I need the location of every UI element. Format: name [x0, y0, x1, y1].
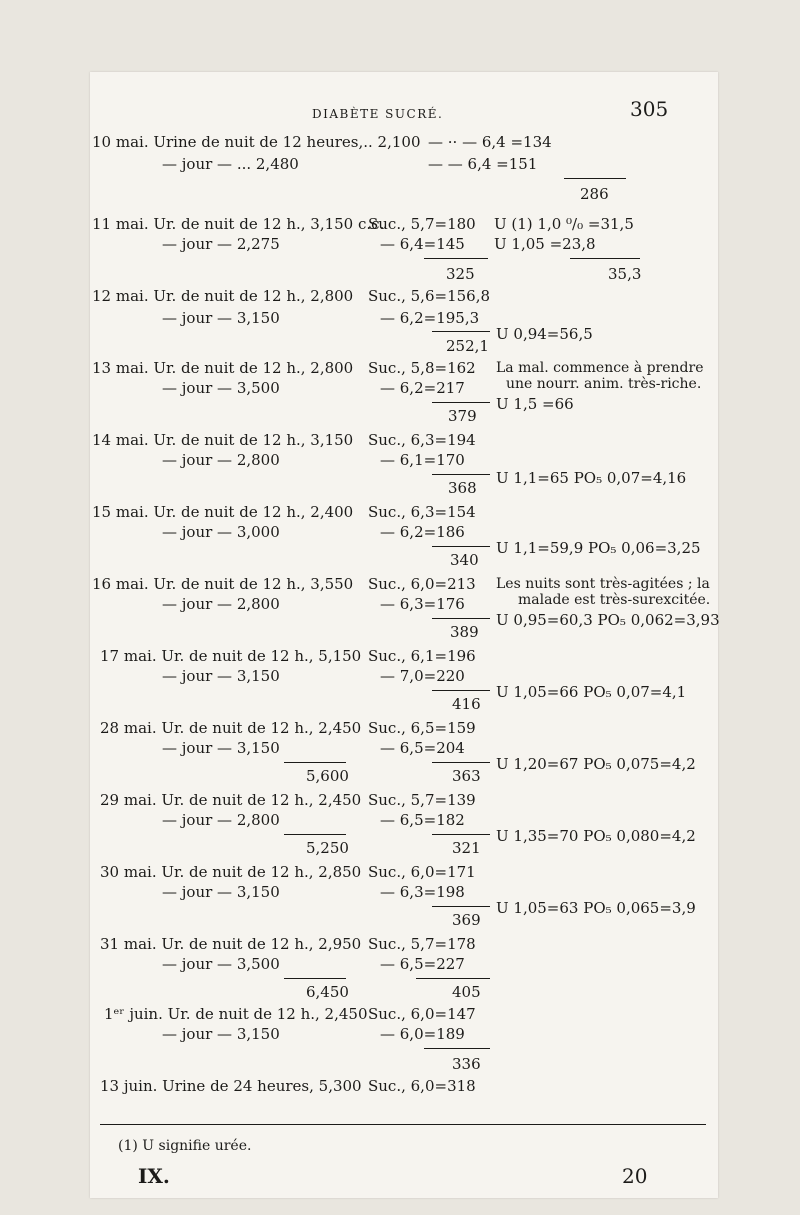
table-cell: 35,3 — [608, 265, 642, 283]
table-cell: Suc., 6,3=154 — [368, 503, 476, 521]
table-cell: — jour — 2,800 — [162, 451, 280, 469]
table-cell: 405 — [452, 983, 481, 1001]
table-cell: — jour — 2,800 — [162, 595, 280, 613]
table-cell: Suc., 6,0=171 — [368, 863, 476, 881]
table-cell: — jour — 3,150 — [162, 667, 280, 685]
table-cell: 13 juin. Urine de 24 heures, 5,300 — [100, 1077, 362, 1095]
table-cell: 369 — [452, 911, 481, 929]
sum-rule — [284, 978, 346, 979]
table-cell: 286 — [580, 185, 609, 203]
table-cell: U 1,5 =66 — [496, 395, 574, 413]
table-cell: — jour — 3,150 — [162, 739, 280, 757]
sum-rule — [564, 178, 626, 179]
table-cell: — 6,4=145 — [380, 235, 465, 253]
table-cell: — 6,3=176 — [380, 595, 465, 613]
table-cell: 15 mai. Ur. de nuit de 12 h., 2,400 — [92, 503, 354, 521]
table-cell: 340 — [450, 551, 479, 569]
table-cell: Suc., 6,0=213 — [368, 575, 476, 593]
table-cell: U 1,05=66 PO₅ 0,07=4,1 — [496, 683, 687, 701]
table-cell: — 6,1=170 — [380, 451, 465, 469]
table-cell: 5,600 — [306, 767, 349, 785]
table-cell: malade est très-surexcitée. — [518, 592, 711, 608]
table-cell: U 0,95=60,3 PO₅ 0,062=3,93 — [496, 611, 720, 629]
table-cell: U 1,05=63 PO₅ 0,065=3,9 — [496, 899, 696, 917]
table-cell: 31 mai. Ur. de nuit de 12 h., 2,950 — [100, 935, 362, 953]
table-cell: 321 — [452, 839, 481, 857]
table-cell: 13 mai. Ur. de nuit de 12 h., 2,800 — [92, 359, 354, 377]
signature-mark: IX. — [138, 1164, 170, 1188]
table-cell: 30 mai. Ur. de nuit de 12 h., 2,850 — [100, 863, 362, 881]
table-cell: — 6,2=195,3 — [380, 309, 480, 327]
table-cell: Suc., 5,7=180 — [368, 215, 476, 233]
sum-rule — [432, 546, 490, 547]
table-cell: Suc., 5,6=156,8 — [368, 287, 491, 305]
table-cell: 5,250 — [306, 839, 349, 857]
running-head: DIABÈTE SUCRÉ. — [312, 107, 444, 121]
sum-rule — [284, 834, 346, 835]
table-cell: U 1,35=70 PO₅ 0,080=4,2 — [496, 827, 696, 845]
table-cell: U 1,1=59,9 PO₅ 0,06=3,25 — [496, 539, 701, 557]
table-cell: — 6,5=204 — [380, 739, 465, 757]
sum-rule — [416, 978, 490, 979]
table-cell: U 1,1=65 PO₅ 0,07=4,16 — [496, 469, 687, 487]
table-cell: 28 mai. Ur. de nuit de 12 h., 2,450 — [100, 719, 362, 737]
table-cell: 12 mai. Ur. de nuit de 12 h., 2,800 — [92, 287, 354, 305]
table-cell: 1ᵉʳ juin. Ur. de nuit de 12 h., 2,450 — [104, 1005, 368, 1023]
table-cell: — jour — 3,500 — [162, 379, 280, 397]
table-cell: — jour — 3,000 — [162, 523, 280, 541]
table-cell: — 6,3=198 — [380, 883, 465, 901]
table-cell: U 1,05 =23,8 — [494, 235, 596, 253]
table-cell: — 6,5=182 — [380, 811, 465, 829]
table-cell: 336 — [452, 1055, 481, 1073]
sum-rule — [432, 402, 490, 403]
table-cell: Suc., 5,7=178 — [368, 935, 476, 953]
table-cell: U 1,20=67 PO₅ 0,075=4,2 — [496, 755, 696, 773]
table-cell: Suc., 5,7=139 — [368, 791, 476, 809]
table-cell: — jour — 3,150 — [162, 1025, 280, 1043]
sum-rule — [432, 834, 490, 835]
page-number: 305 — [630, 97, 669, 121]
table-cell: — jour — 3,150 — [162, 883, 280, 901]
table-cell: — 6,0=189 — [380, 1025, 465, 1043]
table-cell: — 6,2=186 — [380, 523, 465, 541]
sum-rule — [432, 474, 490, 475]
table-cell: — jour — 2,275 — [162, 235, 280, 253]
sum-rule — [432, 690, 490, 691]
table-cell: Les nuits sont très-agitées ; la — [496, 576, 710, 592]
table-cell: — — 6,4 =151 — [428, 155, 538, 173]
table-cell: U (1) 1,0 ⁰/₀ =31,5 — [494, 215, 634, 233]
sum-rule — [424, 1048, 490, 1049]
table-cell: — 6,5=227 — [380, 955, 465, 973]
table-cell: U 0,94=56,5 — [496, 325, 593, 343]
table-cell: 17 mai. Ur. de nuit de 12 h., 5,150 — [100, 647, 362, 665]
table-cell: 379 — [448, 407, 477, 425]
table-cell: 10 mai. Urine de nuit de 12 heures,.. 2,100 — [92, 133, 421, 151]
table-cell: 16 mai. Ur. de nuit de 12 h., 3,550 — [92, 575, 354, 593]
table-cell: 252,1 — [446, 337, 489, 355]
table-cell: — jour — ... 2,480 — [162, 155, 299, 173]
table-cell: 6,450 — [306, 983, 349, 1001]
table-cell: 11 mai. Ur. de nuit de 12 h., 3,150 c.c. — [92, 215, 385, 233]
table-cell: Suc., 6,0=147 — [368, 1005, 476, 1023]
sum-rule — [570, 258, 640, 259]
sum-rule — [432, 906, 490, 907]
table-cell: une nourr. anim. très-riche. — [506, 376, 702, 392]
table-cell: — 6,2=217 — [380, 379, 465, 397]
table-cell: 363 — [452, 767, 481, 785]
table-cell: 416 — [452, 695, 481, 713]
table-cell: — jour — 3,150 — [162, 309, 280, 327]
table-cell: Suc., 6,5=159 — [368, 719, 476, 737]
table-cell: — jour — 2,800 — [162, 811, 280, 829]
footnote-rule — [100, 1124, 706, 1125]
footnote: (1) U signifie urée. — [118, 1138, 252, 1154]
sum-rule — [432, 618, 490, 619]
table-cell: 29 mai. Ur. de nuit de 12 h., 2,450 — [100, 791, 362, 809]
table-cell: Suc., 5,8=162 — [368, 359, 476, 377]
table-cell: La mal. commence à prendre — [496, 360, 704, 376]
table-cell: 389 — [450, 623, 479, 641]
sum-rule — [432, 331, 490, 332]
table-cell: 325 — [446, 265, 475, 283]
table-cell: — jour — 3,500 — [162, 955, 280, 973]
sum-rule — [432, 762, 490, 763]
table-cell: 368 — [448, 479, 477, 497]
table-cell: Suc., 6,0=318 — [368, 1077, 476, 1095]
sum-rule — [284, 762, 346, 763]
sum-rule — [424, 258, 488, 259]
sheet-number: 20 — [622, 1164, 648, 1188]
table-cell: 14 mai. Ur. de nuit de 12 h., 3,150 — [92, 431, 354, 449]
table-cell: — 7,0=220 — [380, 667, 465, 685]
table-cell: Suc., 6,3=194 — [368, 431, 476, 449]
table-cell: — ·· — 6,4 =134 — [428, 133, 552, 151]
table-cell: Suc., 6,1=196 — [368, 647, 476, 665]
